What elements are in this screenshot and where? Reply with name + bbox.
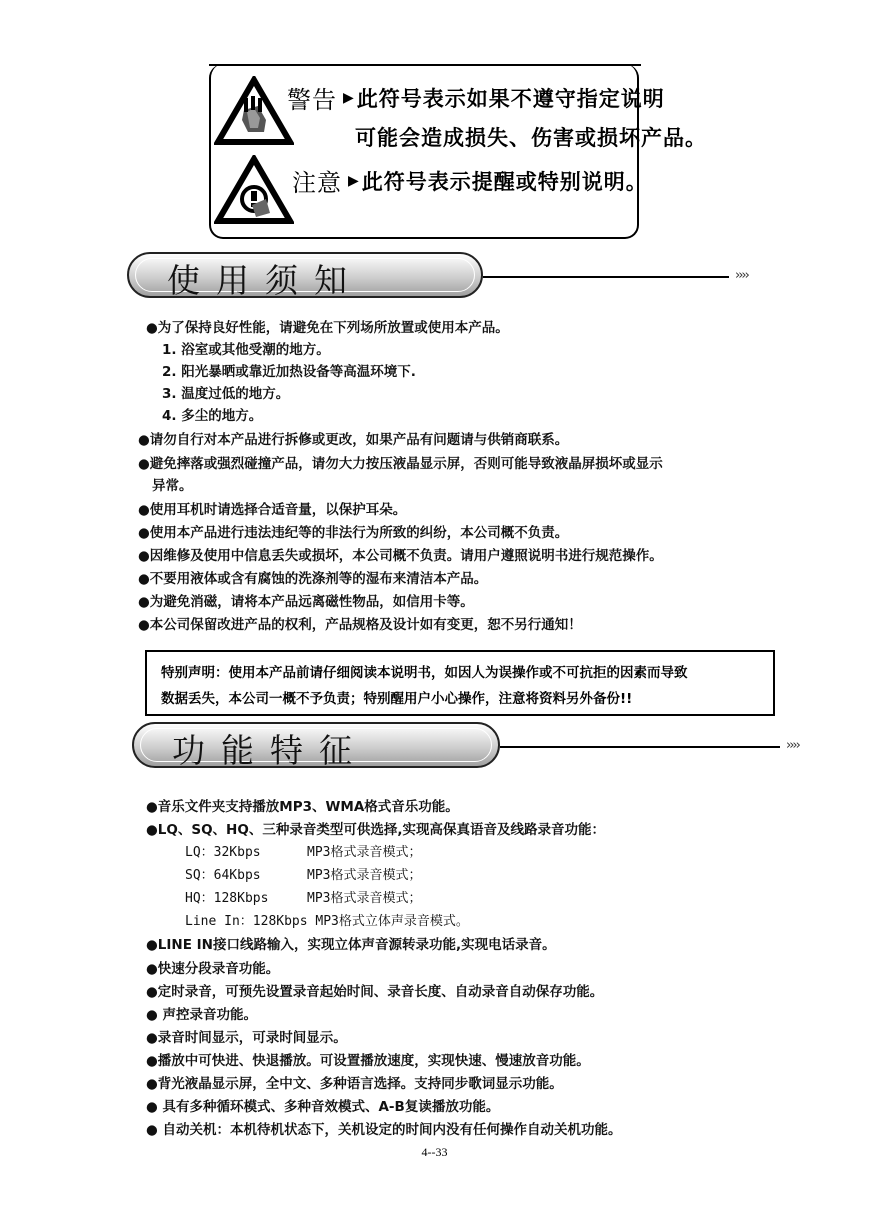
list-item: ●快速分段录音功能。	[146, 961, 280, 977]
features-header-rule	[500, 746, 780, 748]
list-item: 3. 温度过低的地方。	[162, 386, 290, 402]
usage-section-header	[127, 252, 807, 298]
list-item: MP3格式录音模式；	[307, 891, 422, 906]
list-item: ●录音时间显示，可录时间显示。	[146, 1030, 347, 1046]
notice-line: 数据丢失，本公司一概不予负责；特别醒用户小心操作，注意将资料另外备份!!	[161, 691, 633, 707]
list-item: ● 声控录音功能。	[146, 1007, 257, 1023]
list-item: ●避免摔落或强烈碰撞产品，请勿大力按压液晶显示屏，否则可能导致液晶屏损坏或显示	[138, 456, 663, 472]
list-item: SQ：64Kbps	[185, 868, 261, 883]
list-item: ● 具有多种循环模式、多种音效模式、A-B复读播放功能。	[146, 1099, 500, 1115]
caution-text: 此符号表示提醒或特别说明。	[361, 169, 648, 194]
list-item: 2. 阳光暴晒或靠近加热设备等高温环境下.	[162, 364, 416, 380]
special-notice-box	[145, 650, 775, 716]
warning-text-1: 此符号表示如果不遵守指定说明	[356, 86, 665, 111]
caution-label: 注意	[292, 169, 342, 197]
list-item: Line In：128Kbps MP3格式立体声录音模式。	[185, 914, 469, 929]
warning-text-2: 可能会造成损失、伤害或损坏产品。	[355, 126, 707, 150]
play-arrow-icon: ▶	[343, 89, 354, 106]
list-item: ●LINE IN接口线路输入，实现立体声音源转录功能,实现电话录音。	[146, 937, 556, 953]
list-item: ●使用本产品进行违法违纪等的非法行为所致的纠纷，本公司概不负责。	[138, 525, 569, 541]
caution-triangle-icon	[214, 155, 294, 225]
list-item: ●本公司保留改进产品的权利，产品规格及设计如有变更，恕不另行通知！	[138, 617, 582, 633]
list-item: LQ：32Kbps	[185, 845, 261, 860]
warning-triangle-icon	[214, 76, 294, 146]
page-number: 4--33	[421, 1145, 448, 1159]
warning-label: 警告	[287, 86, 337, 114]
list-item: MP3格式录音模式；	[307, 868, 422, 883]
list-item: ●音乐文件夹支持播放MP3、WMA格式音乐功能。	[146, 799, 459, 815]
list-item: 异常。	[152, 478, 193, 494]
warning-row-2	[355, 122, 707, 152]
list-item: 4. 多尘的地方。	[162, 408, 263, 424]
features-title: 功能特征	[172, 731, 368, 770]
list-item: ●定时录音，可预先设置录音起始时间、录音长度、自动录音自动保存功能。	[146, 984, 604, 1000]
list-item: 1. 浴室或其他受潮的地方。	[162, 342, 330, 358]
list-item: ●使用耳机时请选择合适音量，以保护耳朵。	[138, 502, 407, 518]
list-item: ●播放中可快进、快退播放。可设置播放速度，实现快速、慢速放音功能。	[146, 1053, 590, 1069]
caution-row	[292, 163, 648, 198]
play-arrow-icon: ▶	[348, 172, 359, 189]
warning-row	[287, 80, 665, 115]
list-item: ●请勿自行对本产品进行拆修或更改，如果产品有问题请与供销商联系。	[138, 432, 569, 448]
list-item: HQ：128Kbps	[185, 891, 269, 906]
list-item: MP3格式录音模式；	[307, 845, 422, 860]
list-item: ●不要用液体或含有腐蚀的洗涤剂等的湿布来清洁本产品。	[138, 571, 488, 587]
list-item: ●LQ、SQ、HQ、三种录音类型可供选择,实现高保真语音及线路录音功能：	[146, 822, 605, 838]
list-item: ●为了保持良好性能，请避免在下列场所放置或使用本产品。	[146, 320, 509, 336]
usage-title: 使用须知	[167, 261, 363, 300]
notice-line: 特别声明：使用本产品前请仔细阅读本说明书，如因人为误操作或不可抗拒的因素而导致	[161, 665, 688, 681]
list-item: ● 自动关机：本机待机状态下，关机设定的时间内没有任何操作自动关机功能。	[146, 1122, 622, 1138]
usage-header-rule	[483, 276, 729, 278]
list-item: ●因维修及使用中信息丢失或损坏，本公司概不负责。请用户遵照说明书进行规范操作。	[138, 548, 663, 564]
list-item: ●背光液晶显示屏，全中文、多种语言选择。支持同步歌词显示功能。	[146, 1076, 563, 1092]
features-section-header	[132, 722, 842, 768]
arrows-icon: ››››	[735, 268, 748, 283]
list-item: ●为避免消磁，请将本产品远离磁性物品，如信用卡等。	[138, 594, 474, 610]
arrows-icon: ››››	[786, 738, 799, 753]
